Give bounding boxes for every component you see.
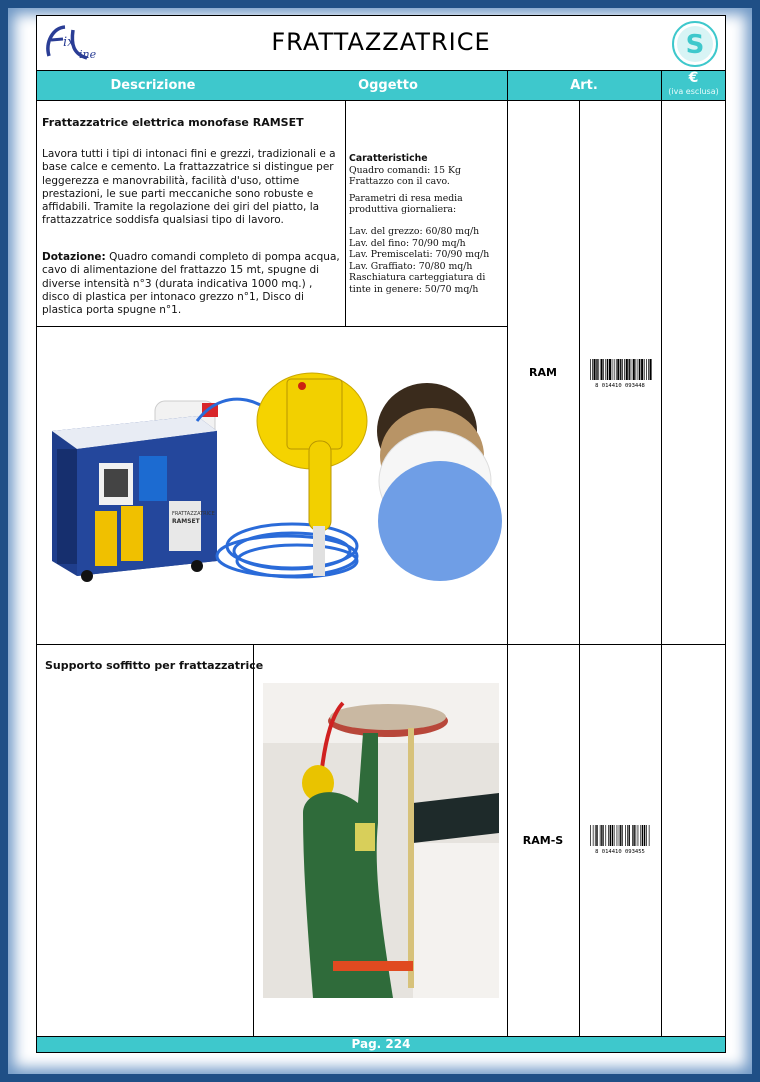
svg-text:FRATTAZZATRICE: FRATTAZZATRICE: [172, 511, 215, 517]
col-descrizione: Descrizione: [110, 78, 196, 93]
product-1-photo: [47, 361, 502, 586]
params-title: Parametri di resa media produttiva giornaliera:: [349, 192, 463, 216]
product-1-description: Lavora tutti i tipi di intonaci fini e grezzi, tradizionali e a base calce e cemento. La frattazzatrice si distingue per leggerezza e manovrabilità, facilità d'uso, ottime prestazioni, le sue parti meccaniche sono robuste e affidabili. Tramite la regolazione dei giri del piatto, la frattazzatrice soddisfa qualsiasi tipo di lavoro.: [42, 148, 336, 227]
svg-text:RAMSET: RAMSET: [172, 518, 200, 525]
product-1-dotazione: [42, 251, 340, 317]
param-line: Lav. del grezzo: 60/80 mq/h: [349, 225, 480, 237]
param-line: Lav. Premiscelati: 70/90 mq/h: [349, 249, 490, 261]
specs-title: Caratteristiche: [349, 153, 428, 164]
col-art: Art.: [570, 78, 598, 93]
spec-line: Frattazzo con il cavo.: [349, 176, 450, 188]
dotazione-text: Quadro comandi completo di pompa acqua, cavo di alimentazione del frattazzo 15 mt, spugne di diverse intensità n°3 (durata indicativa 1000 mq.) , disco di plastica per intonaco grezzo n°1, Disco di plastica porta spugne n°1.: [42, 251, 340, 317]
product-1-barcode: [587, 358, 653, 388]
param-line: Lav. Graffiato: 70/80 mq/h: [349, 260, 473, 272]
svg-text:8 014410 093448: 8 014410 093448: [595, 383, 645, 388]
euro-symbol: €: [688, 70, 699, 86]
product-1-code: RAM: [529, 366, 557, 379]
price-note: (iva esclusa): [668, 87, 719, 96]
product-2-barcode: [587, 824, 653, 854]
product-2-code: RAM-S: [522, 834, 564, 847]
col-oggetto: Oggetto: [358, 78, 418, 93]
spec-line: Quadro comandi: 15 Kg: [349, 164, 461, 176]
section-badge-icon: [671, 20, 719, 68]
product-2-photo: [263, 683, 499, 998]
page-footer: Pag. 224: [37, 1036, 725, 1052]
dotazione-label: Dotazione:: [42, 251, 106, 263]
product-1-specs: [349, 153, 504, 296]
catalog-page: [36, 15, 726, 1053]
svg-text:ine: ine: [79, 48, 97, 61]
col-price: [662, 72, 725, 98]
table-header: [37, 71, 725, 101]
page-title: FRATTAZZATRICE: [271, 28, 491, 56]
svg-text:ix: ix: [63, 35, 75, 50]
product-1-name: Frattazzatrice elettrica monofase RAMSET: [42, 116, 304, 129]
svg-text:S: S: [685, 30, 705, 60]
product-2-name: Supporto soffitto per frattazzatrice: [45, 659, 264, 672]
param-line: Raschiatura carteggiatura di tinte in genere: 50/70 mq/h: [349, 272, 486, 295]
param-line: Lav. del fino: 70/90 mq/h: [349, 237, 466, 249]
page-header: [37, 16, 725, 71]
svg-text:8 014410 093455: 8 014410 093455: [595, 849, 645, 854]
